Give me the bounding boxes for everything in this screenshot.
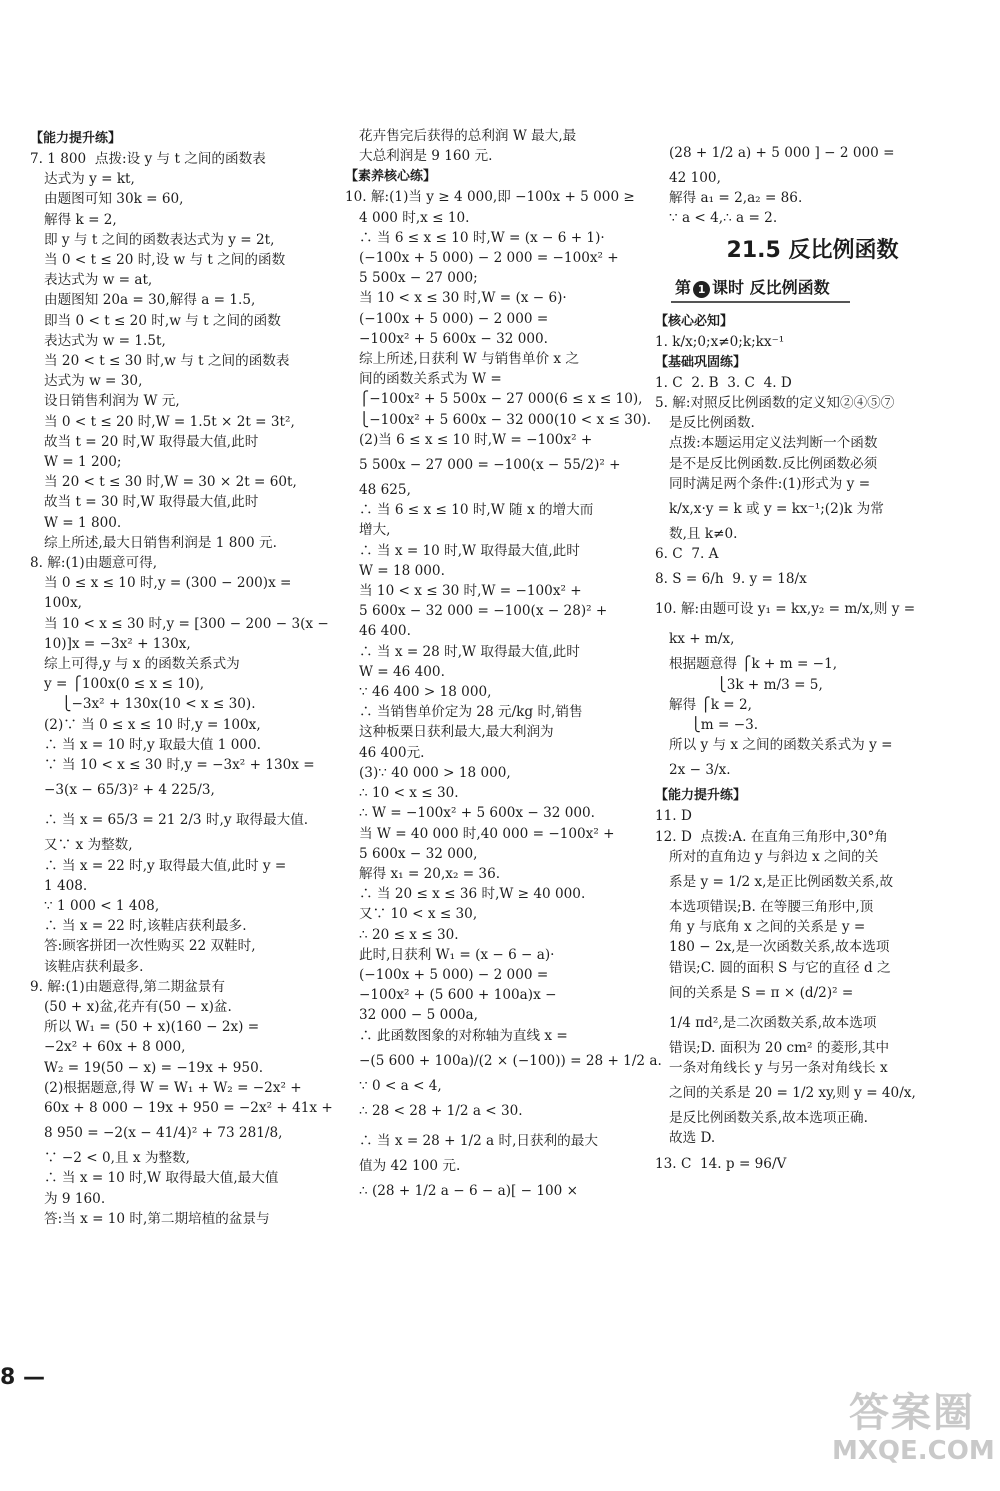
text-line: 由题图可知 30k = 60, [44,191,184,208]
text-line: ∴ 当 x = 65/3 = 21 2/3 时,y 取得最大值. [44,812,309,829]
text-line: 又∵ 10 < x ≤ 30, [359,906,478,923]
text-line: ∴ 20 ≤ x ≤ 30. [359,926,459,943]
text-line: 8. 解:(1)由题意可得, [30,555,158,572]
text-line: ∴ 当 x = 22 时,y 取得最大值,此时 y = [44,857,287,874]
text-line: W = 18 000. [359,562,445,579]
text-line: 大总利润是 9 160 元. [359,148,493,165]
text-line: 13. C 14. p = 96/V [655,1155,787,1172]
text-line: ⎩3k + m/3 = 5, [669,676,823,693]
text-line: ⎩−3x² + 130x(10 < x ≤ 30). [44,696,256,713]
text-line: 48 625, [359,482,411,499]
text-line: 根据题意得 ⎧k + m = −1, [669,656,838,673]
text-line: 综上可得,y 与 x 的函数关系式为 [44,656,240,673]
text-line: 9. 解:(1)由题意得,第二期盆景有 [30,978,225,995]
lesson-title: 课时 反比例函数 [712,277,830,297]
text-line: 是反比例函数关系,故本选项正确. [669,1110,868,1127]
text-line: 当 20 < t ≤ 30 时,W = 30 × 2t = 60t, [44,474,297,491]
text-line: ⎧−100x² + 5 500x − 27 000(6 ≤ x ≤ 10), [359,391,643,408]
text-line: 180 − 2x,是一次函数关系,故本选项 [669,939,890,956]
text-line: ∴ 当 6 ≤ x ≤ 10 时,W = (x − 6 + 1)· [359,229,605,246]
text-line: 1/4 πd²,是二次函数关系,故本选项 [669,1014,877,1031]
text-line: ∴ 当 x = 10 时,W 取得最大值,最大值 [44,1170,279,1187]
section-label: 【素养核心练】 [345,169,437,185]
text-line: 增大, [359,522,391,539]
text-line: 是反比例函数. [669,415,755,432]
text-line: 设日销售利润为 W 元, [44,393,180,410]
text-line: 7. 1 800 点拨:设 y 与 t 之间的函数表 [30,151,266,167]
text-line: 故当 t = 20 时,W 取得最大值,此时 [44,433,259,450]
text-line: 11. D [655,808,692,825]
text-line: (2)∵ 当 0 ≤ x ≤ 10 时,y = 100x, [44,716,261,733]
lesson-heading [671,273,850,303]
text-line: 当 10 < x ≤ 30 时,y = [300 − 200 − 3(x − [44,615,329,632]
watermark-logo-text: 答案圈 [849,1390,975,1436]
text-line: ∴ 当 x = 10 时,W 取得最大值,此时 [359,542,580,559]
page-number: 8 — [0,1365,45,1390]
text-line: W₂ = 19(50 − x) = −19x + 950. [44,1059,264,1076]
text-line: 5 600x − 32 000 = −100(x − 28)² + [359,603,608,620]
lesson-number-badge: 1 [693,281,710,298]
text-line: 由题图知 20a = 30,解得 a = 1.5, [44,292,256,309]
text-line: ∴ 当 x = 28 时,W 取得最大值,此时 [359,643,580,660]
text-line: ∵ 当 10 < x ≤ 30 时,y = −3x² + 130x = [44,757,315,774]
text-line: (3)∵ 40 000 > 18 000, [359,764,511,781]
text-line: 错误;D. 面积为 20 cm² 的菱形,其中 [669,1039,890,1056]
text-line: W = 1 800. [44,514,122,531]
text-line: 当 10 < x ≤ 30 时,W = (x − 6)· [359,290,567,307]
text-line: 60x + 8 000 − 19x + 950 = −2x² + 41x + [44,1099,333,1116]
text-line: 42 100, [669,170,721,186]
section-label: 【能力提升练】 [655,788,747,804]
text-line: −100x² + (5 600 + 100a)x − [359,987,557,1004]
text-line: 即当 0 < t ≤ 20 时,w 与 t 之间的函数 [44,312,281,329]
text-line: y = ⎧100x(0 ≤ x ≤ 10), [44,676,205,693]
text-line: 10)]x = −3x² + 130x, [44,635,191,652]
text-line: 46 400元. [359,744,425,761]
section-label: 【核心必知】 [655,313,734,329]
text-line: 是不是反比例函数.反比例函数必须 [669,455,878,472]
text-line: −2x² + 60x + 8 000, [44,1039,186,1056]
section-title: 21.5 反比例函数 [726,237,899,263]
text-line: (50 + x)盆,花卉有(50 − x)盆. [44,998,232,1015]
text-line: 1 408. [44,877,88,894]
text-line: ∵ 1 000 < 1 408, [44,897,160,914]
text-line: ∴ 当 6 ≤ x ≤ 10 时,W 随 x 的增大而 [359,502,594,519]
text-line: (2)当 6 ≤ x ≤ 10 时,W = −100x² + [359,431,593,448]
text-line: 当 10 < x ≤ 30 时,W = −100x² + [359,583,582,600]
text-line: 角 y 与底角 x 之间的关系是 y = [669,919,866,936]
text-line: 100x, [44,595,82,612]
text-line: 本选项错误;B. 在等腰三角形中,顶 [669,899,874,916]
text-line: ∴ (28 + 1/2 a − 6 − a)[ − 100 × [359,1183,579,1200]
text-line: ∴ 当 x = 10 时,y 取最大值 1 000. [44,736,261,753]
text-line: −3(x − 65/3)² + 4 225/3, [44,782,215,799]
text-line: ∴ 当 x = 28 + 1/2 a 时,日获利的最大 [359,1132,598,1149]
text-line: 所对的直角边 y 与斜边 x 之间的关 [669,848,879,865]
text-line: 8. S = 6/h 9. y = 18/x [655,571,807,588]
section-label: 【基础巩固练】 [655,354,747,370]
text-line: 所以 W₁ = (50 + x)(160 − 2x) = [44,1019,260,1036]
text-line: 表达式为 w = at, [44,272,153,289]
answer-column-left [30,128,333,1229]
text-line: 间的关系是 S = π × (d/2)² = [669,984,854,1001]
text-line: 解得 x₁ = 20,x₂ = 36. [359,865,501,882]
text-line: 综上所述,日获利 W 与销售单价 x 之 [359,351,579,368]
text-line: 所以 y 与 x 之间的函数关系式为 y = [669,737,893,754]
text-line: 当 0 < t ≤ 20 时,W = 1.5t × 2t = 3t², [44,413,295,430]
text-line: 8 950 = −2(x − 41/4)² + 73 281/8, [44,1125,283,1142]
text-line: 46 400. [359,623,411,640]
text-line: 5 600x − 32 000, [359,845,478,862]
text-line: ⎩m = −3. [669,717,759,734]
text-line: 解得 k = 2, [44,211,117,228]
text-line: ∵ a < 4,∴ a = 2. [669,210,778,227]
text-line: 又∵ x 为整数, [44,837,133,854]
text-line: W = 1 200; [44,454,122,471]
text-line: 该鞋店获利最多. [44,958,144,975]
text-line: 间的函数关系式为 W = [359,371,502,388]
text-line: 故当 t = 30 时,W 取得最大值,此时 [44,494,259,511]
text-line: 达式为 y = kt, [44,171,135,188]
text-line: (2)根据题意,得 W = W₁ + W₂ = −2x² + [44,1079,302,1096]
text-line: kx + m/x, [669,631,735,648]
text-line: 答:当 x = 10 时,第二期培植的盆景与 [44,1210,270,1227]
text-line: 2x − 3/x. [669,762,731,779]
text-line: 数,且 k≠0. [669,526,738,543]
text-line: (−100x + 5 000) − 2 000 = [359,310,549,327]
watermark-logo [832,1390,995,1466]
text-line: 5 500x − 27 000 = −100(x − 55/2)² + [359,457,621,474]
text-line: 当 20 < t ≤ 30 时,w 与 t 之间的函数表 [44,353,290,370]
answer-continuation [655,138,960,229]
text-line: 5. 解:对照反比例函数的定义知②④⑤⑦ [655,395,895,412]
text-line: 答:顾客拼团一次性购买 22 双鞋时, [44,938,256,955]
text-line: −(5 600 + 100a)/(2 × (−100)) = 28 + 1/2 a. [359,1052,662,1069]
watermark-site-text: MXQE.COM [832,1436,995,1466]
text-line: 点拨:本题运用定义法判断一个函数 [669,435,878,452]
text-line: 10. 解:由题可设 y₁ = kx,y₂ = m/x,则 y = [655,601,916,618]
text-line: ∴ 10 < x ≤ 30. [359,785,459,802]
section-label: 【能力提升练】 [30,131,122,146]
text-line: (28 + 1/2 a) + 5 000 ] − 2 000 = [669,145,895,161]
text-line: 值为 42 100 元. [359,1157,461,1174]
text-line: 之间的关系是 20 = 1/2 xy,则 y = 40/x, [669,1085,916,1102]
text-line: −100x² + 5 600x − 32 000. [359,330,548,347]
text-line: ∵ 0 < a < 4, [359,1077,442,1094]
text-line: 4 000 时,x ≤ 10. [359,209,470,226]
answer-column-right [655,138,960,1179]
text-line: 系是 y = 1/2 x,是正比例函数关系,故 [669,874,894,891]
text-line: ∴ 当销售单价定为 28 元/kg 时,销售 [359,704,583,721]
text-line: 12. D 点拨:A. 在直角三角形中,30°角 [655,828,888,845]
text-line: 当 W = 40 000 时,40 000 = −100x² + [359,825,615,842]
text-line: 1. C 2. B 3. C 4. D [655,374,792,391]
text-line: 为 9 160. [44,1190,106,1207]
lesson-answers [655,311,960,1179]
text-line: ∵ 46 400 > 18 000, [359,684,492,701]
text-line: 解得 ⎧k = 2, [669,696,752,713]
text-line: 这种板栗日获利最大,最大利润为 [359,724,554,741]
text-line: 错误;C. 圆的面积 S 与它的直径 d 之 [669,959,891,976]
text-line: 1. k/x;0;x≠0;k;kx⁻¹ [655,333,785,350]
text-line: 达式为 w = 30, [44,373,143,390]
text-line: ∵ −2 < 0,且 x 为整数, [44,1150,190,1167]
text-line: 表达式为 w = 1.5t, [44,332,166,349]
text-line: 此时,日获利 W₁ = (x − 6 − a)· [359,946,555,963]
text-line: 6. C 7. A [655,546,719,563]
text-line: (−100x + 5 000) − 2 000 = [359,966,549,983]
text-line: 故选 D. [669,1130,716,1147]
text-line: 10. 解:(1)当 y ≥ 4 000,即 −100x + 5 000 ≥ [345,189,635,206]
text-line: ⎩−100x² + 5 600x − 32 000(10 < x ≤ 30). [359,411,652,428]
text-line: 同时满足两个条件:(1)形式为 y = [669,475,871,492]
lesson-prefix: 第 [675,277,692,297]
text-line: 综上所述,最大日销售利润是 1 800 元. [44,534,277,551]
text-line: 解得 a₁ = 2,a₂ = 86. [669,190,803,207]
answer-column-middle [345,126,662,1206]
text-line: ∴ 当 20 ≤ x ≤ 36 时,W ≥ 40 000. [359,886,586,903]
text-line: 5 500x − 27 000; [359,270,478,287]
text-line: 当 0 < t ≤ 20 时,设 w 与 t 之间的函数 [44,252,286,269]
text-line: ∴ 当 x = 22 时,该鞋店获利最多. [44,918,247,935]
text-line: ∴ 28 < 28 + 1/2 a < 30. [359,1102,523,1119]
text-line: 当 0 ≤ x ≤ 10 时,y = (300 − 200)x = [44,575,292,592]
text-line: (−100x + 5 000) − 2 000 = −100x² + [359,250,619,267]
text-line: ∴ W = −100x² + 5 600x − 32 000. [359,805,595,822]
text-line: 即 y 与 t 之间的函数表达式为 y = 2t, [44,231,275,248]
text-line: W = 46 400. [359,663,445,680]
text-line: 一条对角线长 y 与另一条对角线长 x [669,1060,888,1077]
text-line: 花卉售完后获得的总利润 W 最大,最 [359,128,577,144]
text-line: k/x,x·y = k 或 y = kx⁻¹;(2)k 为常 [669,501,884,518]
text-line: ∴ 此函数图象的对称轴为直线 x = [359,1027,568,1044]
text-line: 32 000 − 5 000a, [359,1007,478,1024]
